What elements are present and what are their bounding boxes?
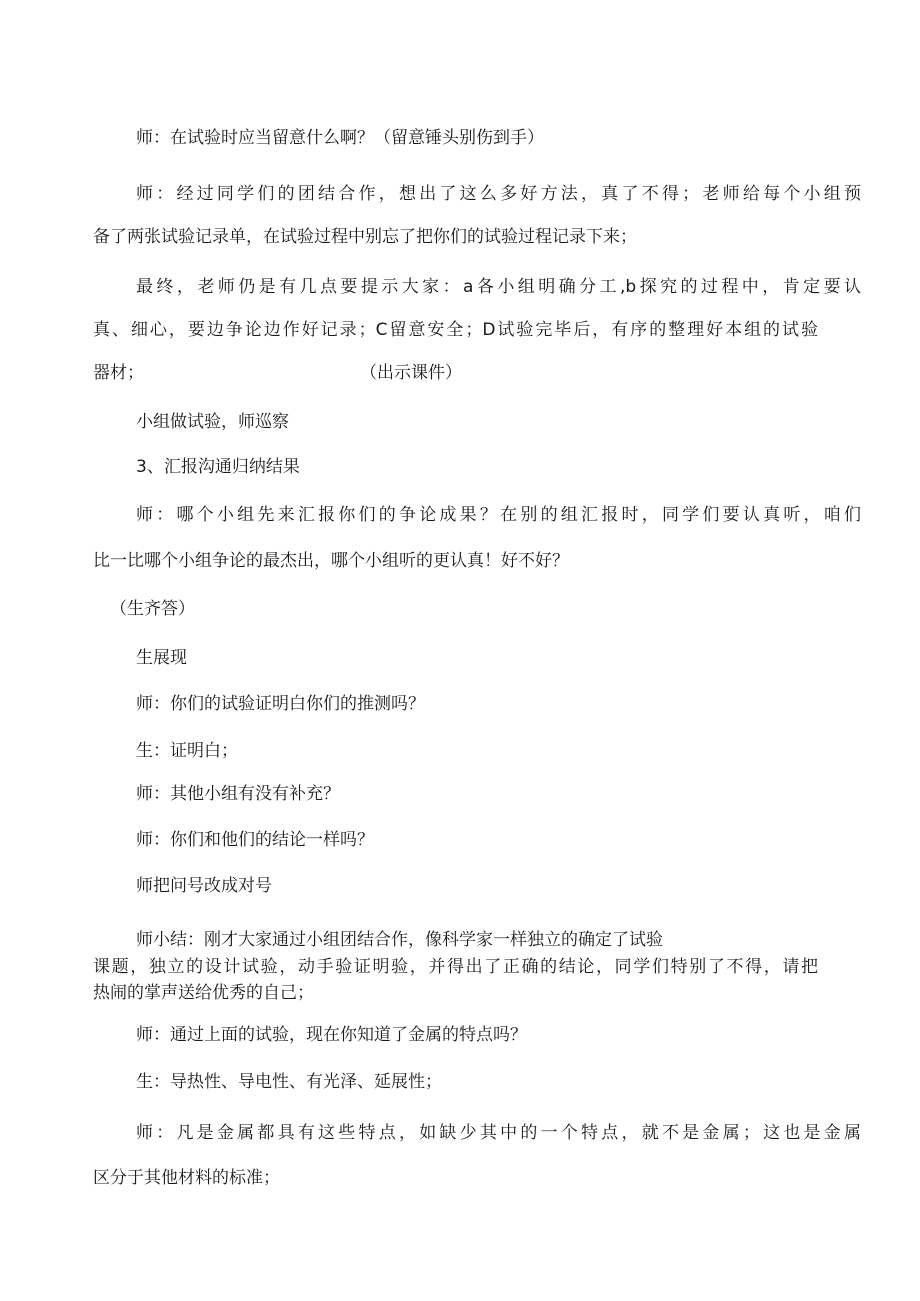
paragraph-line: 备了两张试验记录单，在试验过程中别忘了把你们的试验过程记录下来； xyxy=(93,227,637,247)
paragraph-line: 小组做试验，师巡察 xyxy=(136,412,289,432)
paragraph-line: 课题，独立的设计试验，动手验证明验，并得出了正确的结论，同学们特别了不得，请把 xyxy=(93,957,818,977)
paragraph-line: 师：哪个小组先来汇报你们的争论成果？在别的组汇报时，同学们要认真听，咱们 xyxy=(136,505,861,525)
paragraph-line: 比一比哪个小组争论的最杰出，哪个小组听的更认真！好不好？ xyxy=(93,551,569,571)
paragraph-line: 师：在试验时应当留意什么啊？（留意锤头别伤到手） xyxy=(136,128,544,148)
paragraph-line: 师：其他小组有没有补充？ xyxy=(136,784,340,804)
paragraph-line: 师：经过同学们的团结合作，想出了这么多好方法，真了不得；老师给每个小组预 xyxy=(136,184,861,204)
paragraph-line: 师：通过上面的试验，现在你知道了金属的特点吗？ xyxy=(136,1025,527,1045)
paragraph-line: 热闹的掌声送给优秀的自己； xyxy=(93,983,314,1003)
paragraph-line: 生：导热性、导电性、有光泽、延展性； xyxy=(136,1072,442,1092)
paragraph-line: 生展现 xyxy=(136,648,187,668)
courseware-note: （出示课件） xyxy=(360,363,462,383)
paragraph-line: 真、细心，要边争论边作好记录；C留意安全；D试验完毕后，有序的整理好本组的试验 xyxy=(93,320,818,340)
paragraph-line: 器材； xyxy=(93,363,144,383)
paragraph-line: 最终，老师仍是有几点要提示大家：a各小组明确分工,b探究的过程中，肯定要认 xyxy=(136,277,861,297)
paragraph-line: 师：你们和他们的结论一样吗？ xyxy=(136,830,374,850)
paragraph-line: （生齐答） xyxy=(110,599,195,619)
paragraph-line: 区分于其他材料的标准； xyxy=(93,1168,280,1188)
paragraph-line: 生：证明白； xyxy=(136,741,238,761)
paragraph-line: 师：凡是金属都具有这些特点，如缺少其中的一个特点，就不是金属；这也是金属 xyxy=(136,1123,861,1143)
paragraph-line: 师把问号改成对号 xyxy=(136,876,272,896)
paragraph-line: 师小结：刚才大家通过小组团结合作，像科学家一样独立的确定了试验 xyxy=(136,930,663,950)
paragraph-line: 师：你们的试验证明白你们的推测吗？ xyxy=(136,694,425,714)
section-heading: 3、汇报沟通归纳结果 xyxy=(136,457,300,477)
